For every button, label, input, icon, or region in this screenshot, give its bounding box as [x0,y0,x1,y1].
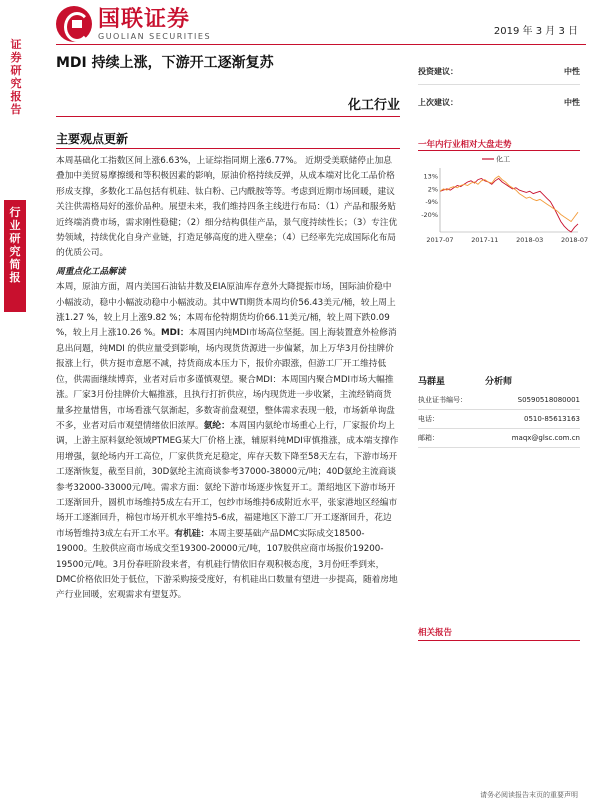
rating-current-label: 投资建议： [418,67,458,76]
logo-text-cn: 国联证券 [98,6,191,32]
oil-text: 本周，原油方面，周内美国石油钻井数及EIA原油库存意外大降提振市场，国际油价稳中小幅波动，稳中小幅波动稳中小幅波动。其中WTI期货本周均价56.43美元/桶，较上周上涨1.27 %，较上月上涨9.82 %；本周布伦特期货均价66.11美元/桶，较上周下跌0.09 %，较上月上涨10.26 %。 [56,282,396,339]
analyst-phone [418,412,580,426]
analyst-email[interactable] [418,431,580,445]
relative-performance-chart [416,152,589,250]
chart-y-tick-label: 13% [423,172,438,181]
title-divider [56,116,400,117]
chart-x-tick-label: 2018-03 [516,236,544,244]
mdi-label: MDI： [160,328,189,339]
silicone-text: 本周主要基础产品DMC实际成交18500-19000。生胶供应商市场成交至19300-20000元/吨，107胶供应商市场报价19200-19500元/吨。3月份春旺阶段来者，有机硅行情依旧存观积极态度，3月份旺季到来，DMC价格依旧处于低位，下游采购接受度好，有机硅出口数量有望进一步提高，随着房地产行业回暖，宏观需求有望复苏。 [56,528,398,601]
analyst-info [418,374,580,450]
rating-current [418,66,580,77]
chart-x-tick-label: 2018-07 [560,236,589,244]
analyst-email-label: 邮箱： [418,434,439,442]
chart-x-tick-label: 2017-07 [426,236,454,244]
rating-previous [418,97,580,108]
rating-previous-value: 中性 [564,98,580,107]
header-divider [56,44,586,45]
analyst-phone-label: 电话： [418,415,439,423]
report-title: MDI 持续上涨，下游开工逐渐复苏 [56,55,274,71]
report-body [56,154,400,604]
analyst-license-label: 执业证书编号： [418,396,467,404]
analyst-license [418,393,580,407]
industry-label: 化工行业 [347,98,400,113]
rating-current-value: 中性 [564,67,580,76]
related-reports-heading: 相关报告 [418,628,453,638]
chart-y-tick-label: -9% [425,198,438,207]
chart-y-tick-label: -20% [421,211,438,220]
chart-x-tick-label: 2017-11 [471,236,499,244]
summary-paragraph: 本周基础化工指数区间上涨6.63%，上证综指同期上涨6.77%。 近期受美联储停止加息叠加中美贸易摩擦缓和等积极因素的影响，原油价格持续反弹，从成本端对比化工品价格形成支撑，多数化工品包括有机硅、钛白粉、己内酰胺等等。考虑到近期市场回暖，建议关注供需格局好的涨价品种。展望未来，我们维持四条主线进行布局：（1）产品和服务贴近终端消费市场，需求刚性稳健；（2）细分结构俱佳产品，景气度持续性长；（3）专注优势领域，持续优化自身产业链，打造足够高度的进入壁垒；（4）已经率先完成国际化布局的优质公司。 [56,156,398,259]
spandex-label: 氨纶： [203,420,230,431]
side-label-report-type: 证券研究报告 [10,38,22,116]
chart-series-line-0 [440,179,578,233]
report-date: 2019 年 3 月 3 日 [493,26,578,37]
related-divider [418,640,580,641]
subheading-key-products: 周重点化工品解读 [56,266,126,277]
rating-divider [418,84,580,85]
silicone-label: 有机硅： [174,528,210,539]
detail-paragraph [56,280,400,604]
logo-text-en: GUOLIAN SECURITIES [98,31,212,41]
rating-previous-label: 上次建议： [418,98,458,107]
footer-disclaimer: 请务必阅读报告末页的重要声明 [480,791,578,799]
analyst-name: 马群星 [418,377,446,387]
chart-y-tick-label: 2% [427,185,438,194]
section-divider [56,148,400,149]
chart-divider [418,150,580,151]
chart-legend-label: 化工 [496,155,510,164]
logo-icon [56,6,92,42]
analyst-license-value: S0590518080001 [517,396,580,404]
spandex-text: 本周国内氨纶市场重心上行，厂家报价均上调，上游主原料氨纶领域PTMEG某大厂价格上涨，辅原料纯MDI审慎推涨，成本端支撑作用增强，氨纶场内开工高位，厂家供货充足稳定，库存天数下降至58天左右，下游市场开工逐渐恢复，截至目前，30D氨纶主流商谈参考37000-38000元/吨；40D氨纶主流商谈参考32000-33000元/吨。需求方面：氨纶下游市场逐步恢复开工。萧绍地区下游市场开工逐渐回升，圆机市场维持5成左右开工，包纱市场维持6成附近水平，张家港地区经编市场开工逐渐回升，棉包市场开机水平维持5-6成，福建地区下游工厂开工逐渐回升，花边市场暂维持3成左右开工水平。 [56,420,399,539]
mdi-text: 本周国内纯MDI市场高位坚挺。国上海装置意外检修消息出问题，纯MDI 的供应量受到影响，场内现货货源进一步偏紧，加上万华3月份挂牌价报涨上行，供方挺市意愿不减，持货商成本压力下，报价亦跟涨，但游工厂开工维持低位，供需面继续博弈，业者对后市多谨慎观望。聚合MDI：本周国内聚合MDI市场大幅推涨。厂家3月份挂牌价大幅推涨，且执行打折供应，场内现货进一步收紧，主流经销商货量多控量惜售，市场看涨气氛渐起，多数寄前盘观望，整体需求表现一般，市场新单询盘不多，业者对后市观望情绪依旧浓厚。 [56,328,397,431]
analyst-role: 分析师 [485,377,513,387]
analyst-phone-value: 0510-85613163 [524,415,580,423]
side-label-brief-type: 行业研究简报 [4,200,26,312]
brand-logo [56,6,211,42]
chart-title: 一年内行业相对大盘走势 [418,140,512,150]
section-heading: 主要观点更新 [56,132,129,146]
analyst-email-value[interactable]: maqx@glsc.com.cn [511,434,580,442]
